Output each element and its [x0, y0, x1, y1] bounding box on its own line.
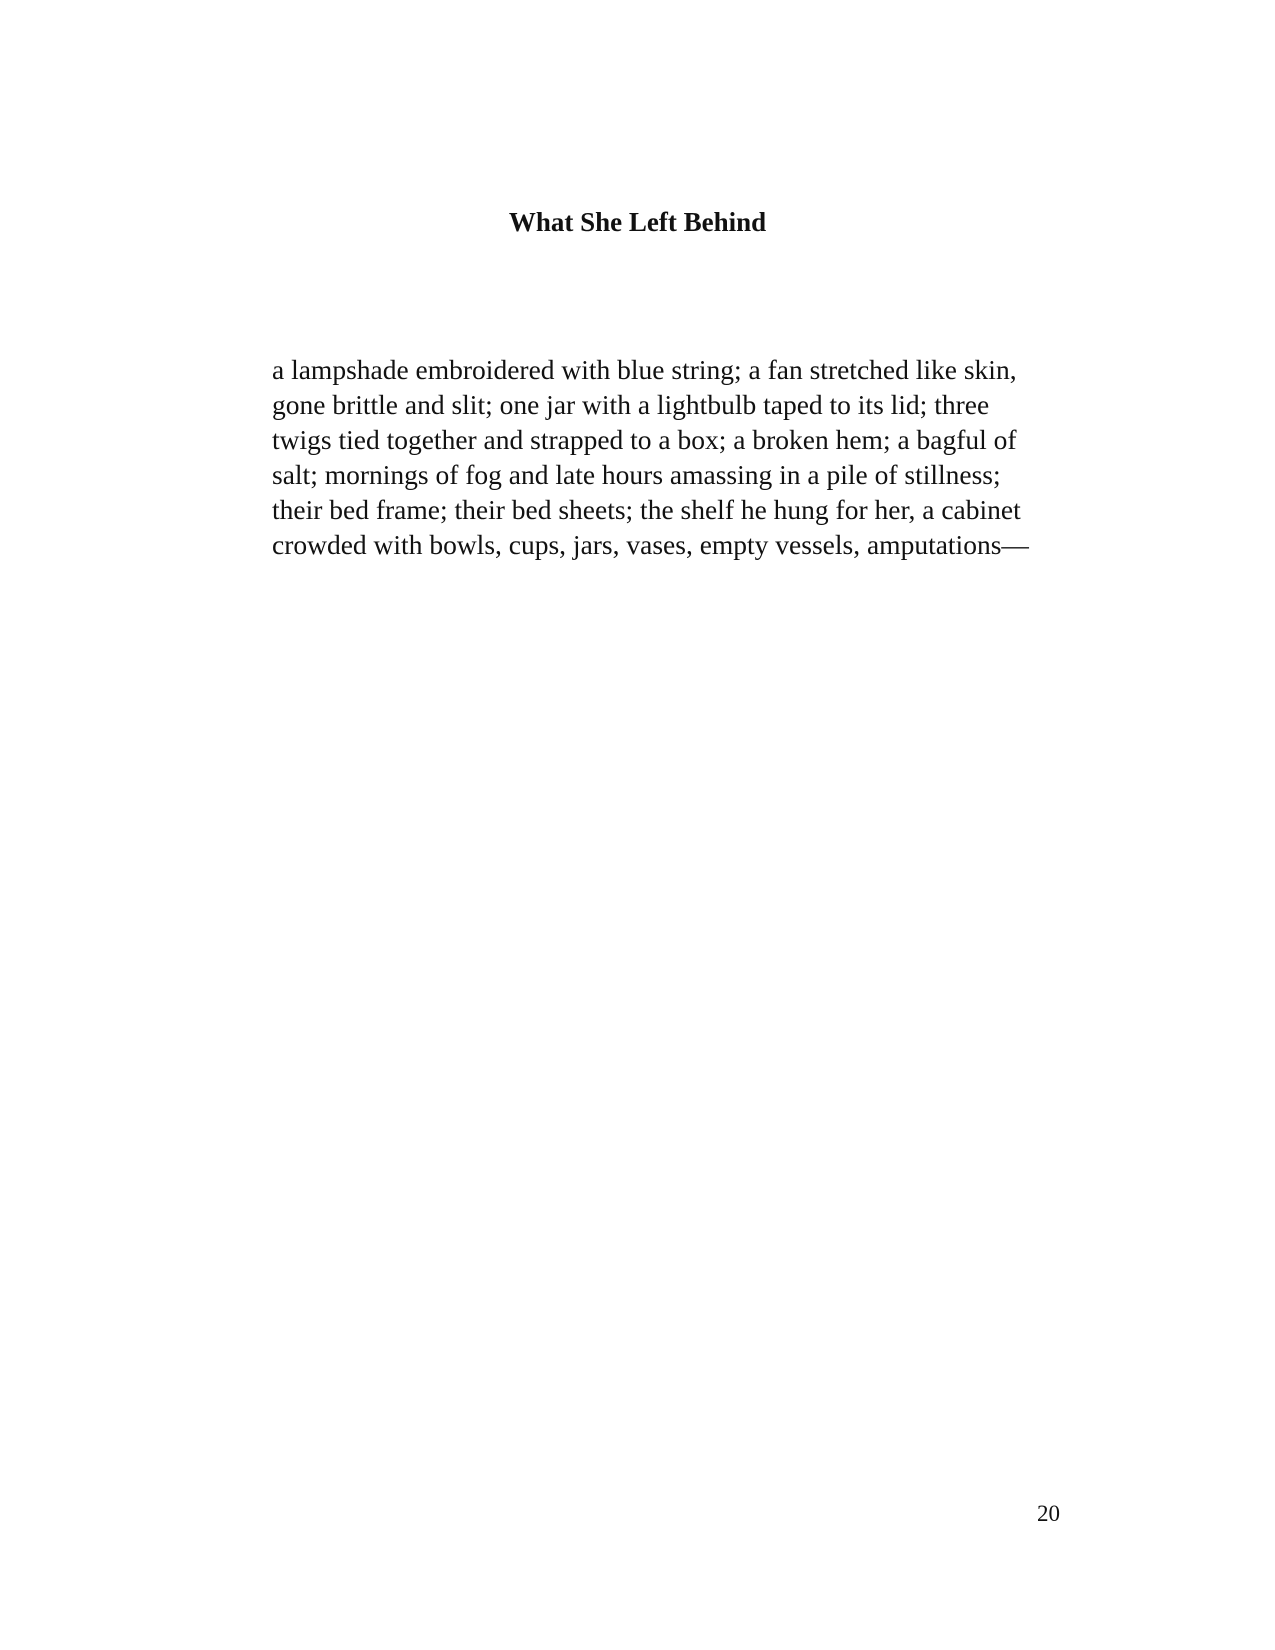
poem-body [272, 352, 1032, 562]
poem-line: their bed frame; their bed sheets; the shelf he hung for her, a cabinet [272, 494, 1021, 525]
poem-line: a lampshade embroidered with blue string; a fan stretched like skin, [272, 354, 1017, 385]
poem-line: twigs tied together and strapped to a box; a broken hem; a bagful of [272, 424, 1017, 455]
poem-line: gone brittle and slit; one jar with a lightbulb taped to its lid; three [272, 389, 990, 420]
poem-line: salt; mornings of fog and late hours amassing in a pile of stillness; [272, 459, 1001, 490]
poem-title: What She Left Behind [508, 207, 767, 237]
page-number: 20 [1037, 1501, 1060, 1526]
poem-line: crowded with bowls, cups, jars, vases, empty vessels, amputations— [272, 529, 1029, 560]
